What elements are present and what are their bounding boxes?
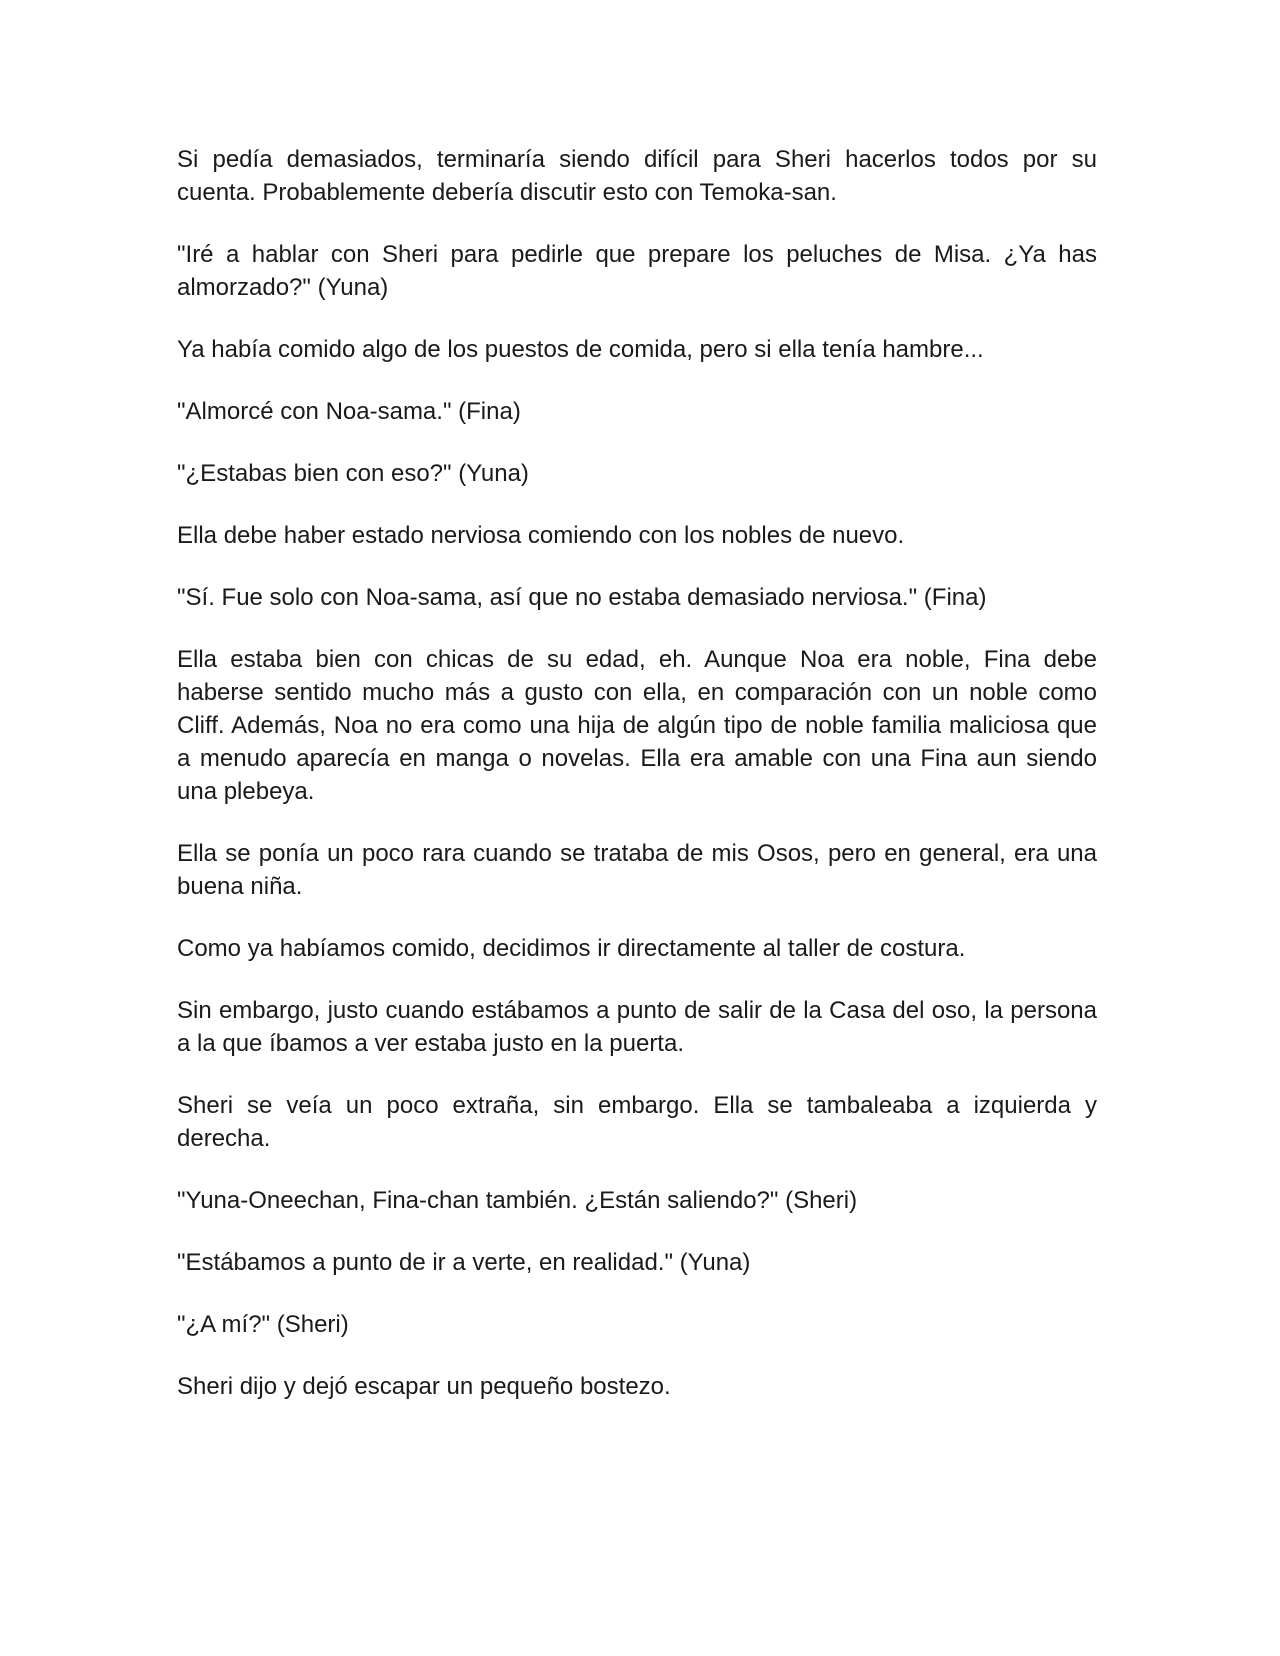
paragraph: "Yuna-Oneechan, Fina-chan también. ¿Están saliendo?" (Sheri) bbox=[177, 1187, 858, 1214]
paragraph: "Estábamos a punto de ir a verte, en realidad." (Yuna) bbox=[177, 1249, 751, 1276]
paragraph: Ella debe haber estado nerviosa comiendo con los nobles de nuevo. bbox=[177, 522, 905, 549]
paragraph: Sheri se veía un poco extraña, sin embargo. Ella se tambaleaba a izquierda y derecha. bbox=[177, 1092, 1097, 1152]
paragraph: Si pedía demasiados, terminaría siendo difícil para Sheri hacerlos todos por su cuenta. Probablemente debería discutir esto con Temoka-san. bbox=[177, 146, 1097, 206]
paragraph: "Almorcé con Noa-sama." (Fina) bbox=[177, 398, 521, 425]
paragraph: Como ya habíamos comido, decidimos ir directamente al taller de costura. bbox=[177, 935, 966, 962]
paragraph: Ella estaba bien con chicas de su edad, eh. Aunque Noa era noble, Fina debe haberse sentido mucho más a gusto con ella, en comparación con un noble como Cliff. Además, Noa no era como una hija de algún tipo de noble familia maliciosa que a menudo aparecía en manga o novelas. Ella era amable con una Fina aun siendo una plebeya. bbox=[177, 646, 1097, 805]
paragraph: "¿A mí?" (Sheri) bbox=[177, 1311, 349, 1338]
paragraph: Ella se ponía un poco rara cuando se trataba de mis Osos, pero en general, era una buena niña. bbox=[177, 840, 1097, 900]
paragraph: "Iré a hablar con Sheri para pedirle que prepare los peluches de Misa. ¿Ya has almorzado?" (Yuna) bbox=[177, 241, 1097, 301]
paragraph: Sin embargo, justo cuando estábamos a punto de salir de la Casa del oso, la persona a la que íbamos a ver estaba justo en la puerta. bbox=[177, 997, 1097, 1057]
paragraph: "¿Estabas bien con eso?" (Yuna) bbox=[177, 460, 529, 487]
paragraph: "Sí. Fue solo con Noa-sama, así que no estaba demasiado nerviosa." (Fina) bbox=[177, 584, 987, 611]
paragraph: Ya había comido algo de los puestos de comida, pero si ella tenía hambre... bbox=[177, 336, 984, 363]
paragraph: Sheri dijo y dejó escapar un pequeño bostezo. bbox=[177, 1373, 671, 1400]
document-body bbox=[177, 143, 1097, 1432]
